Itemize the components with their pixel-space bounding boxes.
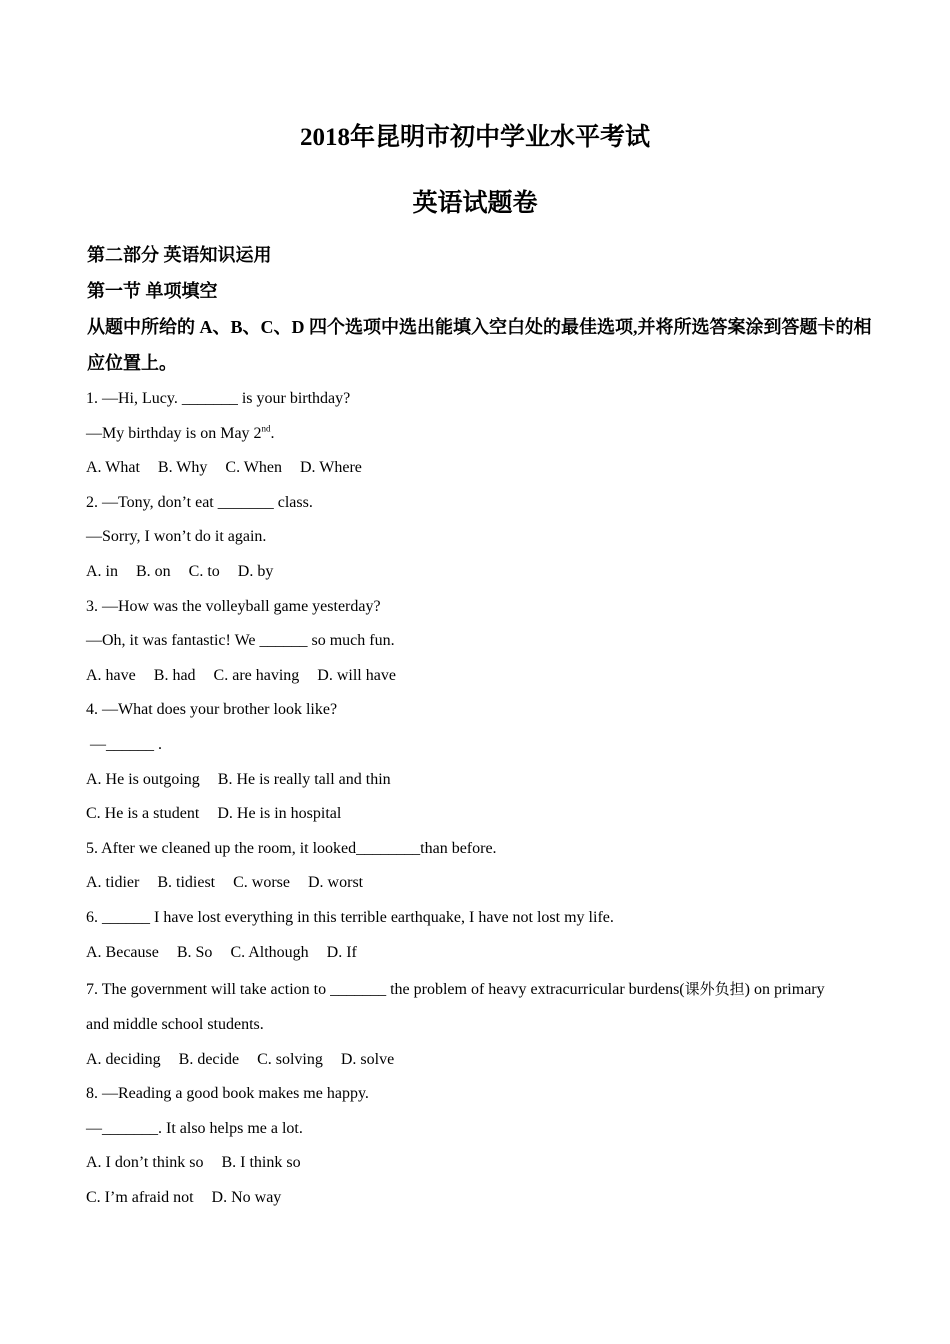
answer-8: —_______. It also helps me a lot. [86,1119,303,1137]
option-7d: D. solve [340,1050,395,1068]
question-list [86,382,886,1216]
question-2: 2. —Tony, don’t eat _______ class. [86,493,313,511]
option-5c: C. worse [233,874,290,892]
options-6 [86,936,886,971]
option-5a: A. tidier [86,874,140,892]
options-8-row1 [86,1146,886,1181]
answer-2: —Sorry, I won’t do it again. [86,528,267,546]
option-7b: B. decide [178,1050,240,1068]
option-5b: B. tidiest [157,874,216,892]
question-5: 5. After we cleaned up the room, it looked________than before. [86,839,497,857]
option-1b: B. Why [157,459,208,477]
option-4c: C. He is a student [86,805,200,823]
options-1 [86,451,886,486]
options-7 [86,1043,886,1078]
option-4d: D. He is in hospital [217,805,342,823]
answer-1 [86,417,886,452]
option-3d: D. will have [317,666,396,684]
question-7-chinese-gloss: 课外负担 [684,980,745,999]
option-1c: C. When [225,459,282,477]
option-8b: B. I think so [221,1154,301,1172]
option-7c: C. solving [257,1050,323,1068]
options-2 [86,555,886,590]
answer-1-superscript: nd [261,423,271,434]
question-7-text: 7. The government will take action to _______ the problem of heavy extracurricular burdens( [86,981,685,999]
option-2d: D. by [237,562,274,580]
option-6b: B. So [176,943,213,961]
option-6d: D. If [326,943,357,961]
options-3 [86,659,886,694]
option-1d: D. Where [300,459,362,477]
question-3: 3. —How was the volleyball game yesterday? [86,597,381,615]
question-1: 1. —Hi, Lucy. _______ is your birthday? [86,390,351,407]
option-2c: C. to [188,562,220,580]
option-3c: C. are having [213,666,300,684]
exam-title: 2018年昆明市初中学业水平考试 [299,124,650,151]
option-4b: B. He is really tall and thin [217,770,391,788]
option-6a: A. Because [86,943,159,961]
option-2a: A. in [86,562,118,580]
part-heading: 第二部分 英语知识运用 [87,245,272,265]
option-3a: A. have [86,666,136,684]
answer-1-end: . [270,424,275,442]
option-2b: B. on [136,562,171,580]
option-8a: A. I don’t think so [86,1154,204,1172]
question-7-text-end: ) on primary [744,981,825,999]
option-1a: A. What [86,459,140,477]
option-8d: D. No way [211,1189,282,1207]
option-8c: C. I’m afraid not [86,1189,194,1207]
instruction-text: 从题中所给的 A、B、C、D 四个选项中选出能填入空白处的最佳选项,并将所选答案涂到答题卡的相应位置上。 [87,317,872,373]
question-7 [86,970,886,1008]
option-7a: A. deciding [86,1050,161,1068]
options-8-row2 [86,1181,886,1216]
options-5 [86,866,886,901]
option-4a: A. He is outgoing [86,770,200,788]
question-8: 8. —Reading a good book makes me happy. [86,1085,369,1103]
answer-4: —______ . [86,735,162,753]
options-4-row2 [86,797,886,832]
options-4-row1 [86,763,886,798]
answer-3: —Oh, it was fantastic! We ______ so much fun. [86,632,395,650]
option-6c: C. Although [230,943,309,961]
exam-subtitle: 英语试题卷 [412,190,538,217]
option-5d: D. worst [308,874,364,892]
section-heading: 第一节 单项填空 [87,281,218,301]
question-7-continued: and middle school students. [86,1016,264,1034]
question-6: 6. ______ I have lost everything in this terrible earthquake, I have not lost my life. [86,908,614,926]
question-4: 4. —What does your brother look like? [86,701,338,719]
option-3b: B. had [153,666,196,684]
answer-1-text: —My birthday is on May 2 [86,424,262,442]
